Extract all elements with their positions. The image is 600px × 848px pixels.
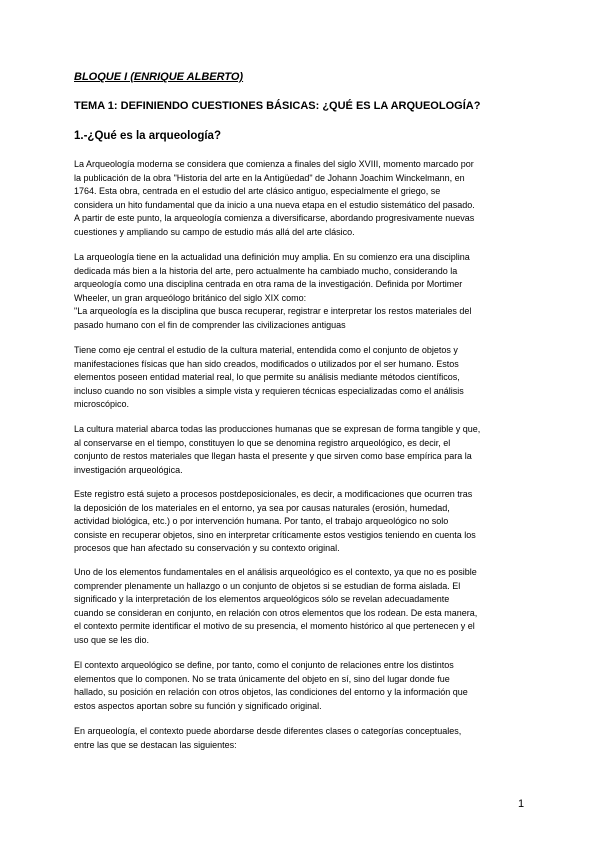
paragraph-line: Wheeler, un gran arqueólogo británico del siglo XIX como: xyxy=(74,292,307,303)
paragraph-line: significado y la interpretación de los elementos arqueológicos sólo se revelan adecuadamente xyxy=(74,594,450,605)
paragraph-line: el contexto permite identificar el motivo de su presencia, el momento histórico al que pertenecen y el xyxy=(74,621,475,632)
paragraph-line: pasado humano con el fin de comprender las civilizaciones antiguas xyxy=(74,319,346,330)
paragraph-line: cuando se consideran en conjunto, en relación con otros elementos que los rodean. De esta manera, xyxy=(74,607,478,618)
paragraph xyxy=(74,488,526,556)
paragraph-line: incluso cuando no son visibles a simple vista y requieren técnicas especializadas como el análisis xyxy=(74,385,464,396)
paragraph-line: A partir de este punto, la arqueología comienza a diversificarse, abordando progresivamente nuevas xyxy=(74,213,475,224)
block-title: BLOQUE I (ENRIQUE ALBERTO) xyxy=(74,71,244,83)
page-number: 1 xyxy=(518,798,525,810)
paragraph-line: Tiene como eje central el estudio de la cultura material, entendida como el conjunto de objetos y xyxy=(74,345,458,355)
paragraph xyxy=(74,344,526,412)
paragraph xyxy=(74,158,526,240)
paragraph xyxy=(74,423,526,477)
paragraph-line: consiste en recuperar objetos, sino en interpretar críticamente estos vestigios teniendo en cuenta los xyxy=(74,529,476,540)
paragraph-line: procesos que han afectado su conservación y su contexto original. xyxy=(74,543,340,554)
paragraph-line: la publicación de la obra "Historia del arte en la Antigüedad" de Johann Joachim Winckelmann, en xyxy=(74,172,465,183)
paragraph-line: actividad biológica, etc.) o por intervención humana. Por tanto, el trabajo arqueológico no solo xyxy=(74,516,449,527)
section-title: 1.-¿Qué es la arqueología? xyxy=(74,130,221,142)
paragraph-line: La cultura material abarca todas las producciones humanas que se expresan de forma tangible y que, xyxy=(74,424,481,434)
paragraph-line: 1764. Esta obra, centrada en el estudio del arte clásico antiguo, especialmente el griego, se xyxy=(74,186,441,197)
paragraph-line: manifestaciones físicas que han sido creados, modificados o utilizados por el ser humano. Estos xyxy=(74,358,459,369)
paragraph-line: elementos poseen entidad material real, lo que permite su análisis mediante métodos científicos, xyxy=(74,372,460,383)
paragraph-line: El contexto arqueológico se define, por tanto, como el conjunto de relaciones entre los distintos xyxy=(74,660,454,670)
paragraph-line: cuestiones y ampliando su campo de estudio más allá del arte clásico. xyxy=(74,226,355,237)
paragraph-line: Este registro está sujeto a procesos postdeposicionales, es decir, a modificaciones que ocurren tras xyxy=(74,489,473,499)
paragraph-line: conjunto de restos materiales que llegan hasta el presente y que sirven como base empírica para la xyxy=(74,451,472,462)
paragraph-line: microscópico. xyxy=(74,399,130,410)
paragraph-line: En arqueología, el contexto puede abordarse desde diferentes clases o categorías conceptuales, xyxy=(74,726,462,736)
topic-title: TEMA 1: DEFINIENDO CUESTIONES BÁSICAS: ¿QUÉ ES LA ARQUEOLOGÍA? xyxy=(74,100,481,112)
paragraph-line: entre las que se destacan las siguientes: xyxy=(74,739,237,750)
paragraph xyxy=(74,725,526,752)
paragraph-line: al conservarse en el tiempo, constituyen lo que se denomina registro arqueológico, es decir, el xyxy=(74,437,451,448)
paragraph-line: arqueología como una disciplina centrada en otra rama de la investigación. Definida por Mortimer xyxy=(74,279,463,290)
paragraph-line: La Arqueología moderna se considera que comienza a finales del siglo XVIII, momento marcado por xyxy=(74,159,474,169)
paragraph xyxy=(74,566,526,648)
paragraph-line: comprender plenamente un hallazgo o un conjunto de objetos si se estudian de forma aislada. El xyxy=(74,580,461,591)
paragraph-line: La arqueología tiene en la actualidad una definición muy amplia. En su comienzo era una disciplina xyxy=(74,252,470,262)
paragraph xyxy=(74,659,526,713)
paragraph-line: hallado, su posición en relación con otros objetos, las condiciones del entorno y la información que xyxy=(74,687,468,698)
paragraph-line: "La arqueología es la disciplina que busca recuperar, registrar e interpretar los restos materiales del xyxy=(74,306,472,317)
paragraph-line: Uno de los elementos fundamentales en el análisis arqueológico es el contexto, ya que no es posible xyxy=(74,567,477,577)
paragraph-line: dedicada más bien a la historia del arte, pero actualmente ha cambiado mucho, considerando la xyxy=(74,265,458,276)
paragraph-line: investigación arqueológica. xyxy=(74,464,183,475)
paragraph-line: la deposición de los materiales en el entorno, ya sea por causas naturales (erosión, humedad, xyxy=(74,502,450,513)
paragraph xyxy=(74,251,526,333)
paragraph-line: estos aspectos aportan sobre su función y significado original. xyxy=(74,700,322,711)
paragraph-line: considera un hito fundamental que da inicio a una nueva etapa en el estudio sistemático del pasado. xyxy=(74,199,475,210)
paragraph-line: elementos que lo componen. No se trata únicamente del objeto en sí, sino del lugar donde fue xyxy=(74,673,450,684)
paragraph-line: uso que se les dio. xyxy=(74,634,150,645)
